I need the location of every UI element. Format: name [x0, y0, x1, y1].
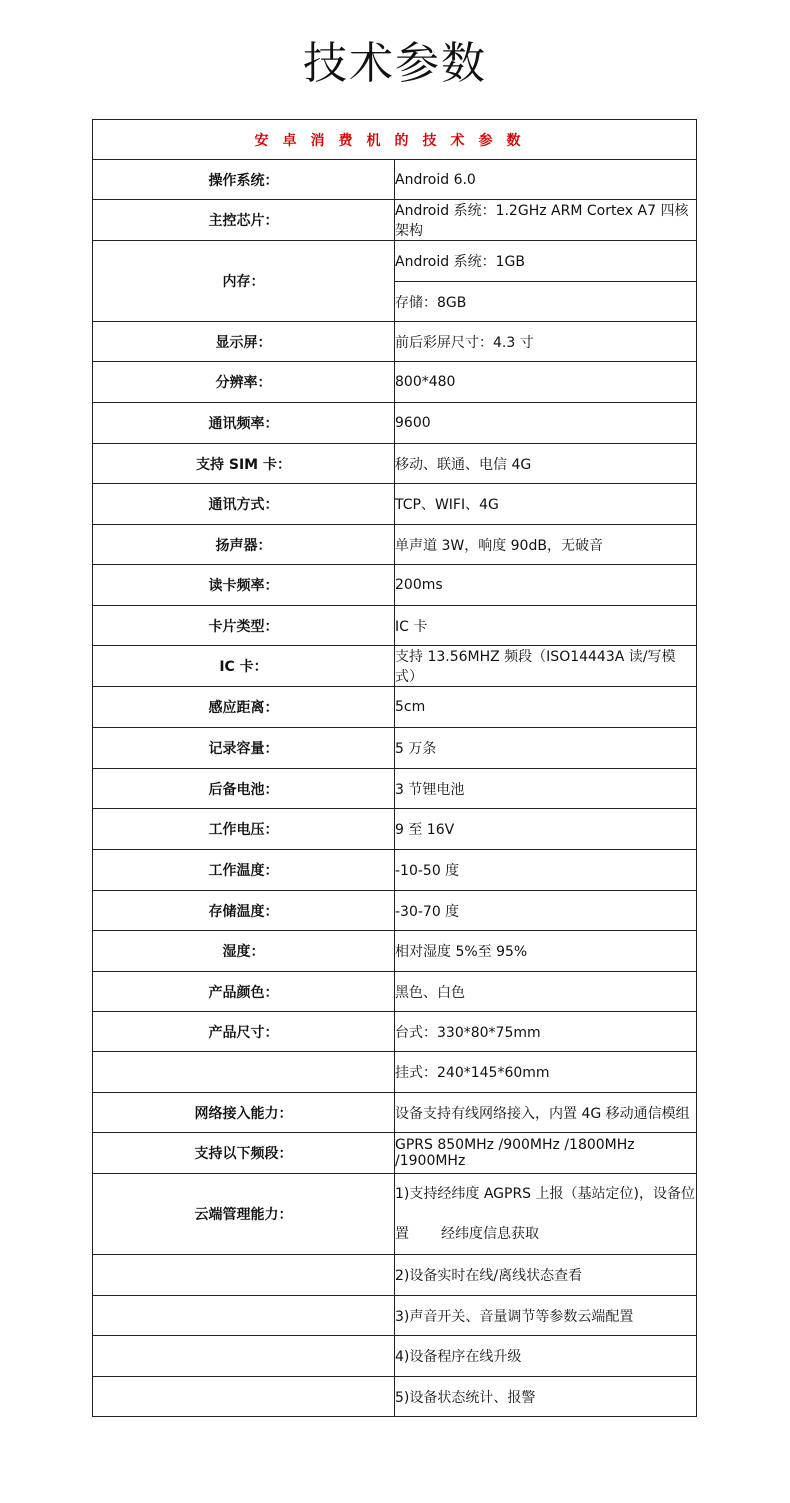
row-label: 显示屏： [93, 322, 395, 362]
row-value: 支持 13.56MHZ 频段（ISO14443A 读/写模式） [395, 646, 697, 687]
row-value: 5 万条 [395, 728, 697, 769]
row-value: 2)设备实时在线/离线状态查看 [395, 1255, 697, 1296]
row-label: 支持以下频段： [93, 1133, 395, 1174]
row-value: 前后彩屏尺寸：4.3 寸 [395, 322, 697, 362]
table-row [93, 1174, 697, 1255]
row-value: 5cm [395, 687, 697, 728]
table-row [93, 1093, 697, 1133]
row-value: Android 系统：1.2GHz ARM Cortex A7 四核架构 [395, 200, 697, 241]
row-value: -10-50 度 [395, 850, 697, 891]
row-label [93, 1255, 395, 1296]
row-label: IC 卡： [93, 646, 395, 687]
row-label: 记录容量： [93, 728, 395, 769]
table-row [93, 484, 697, 525]
table-row [93, 362, 697, 403]
row-label [93, 1377, 395, 1417]
row-label [93, 1052, 395, 1093]
row-value: IC 卡 [395, 606, 697, 646]
row-label: 产品尺寸： [93, 1012, 395, 1052]
row-label: 分辨率： [93, 362, 395, 403]
page-title: 技术参数 [303, 38, 487, 89]
row-value: 800*480 [395, 362, 697, 403]
table-row [93, 891, 697, 931]
row-value: 3)声音开关、音量调节等参数云端配置 [395, 1296, 697, 1336]
row-value: 5)设备状态统计、报警 [395, 1377, 697, 1417]
table-row [93, 769, 697, 809]
table-row [93, 606, 697, 646]
row-value: 相对湿度 5%至 95% [395, 931, 697, 972]
row-label: 工作温度： [93, 850, 395, 891]
table-row [93, 1336, 697, 1377]
row-value: 移动、联通、电信 4G [395, 444, 697, 484]
row-value: 4)设备程序在线升级 [395, 1336, 697, 1377]
table-row [93, 931, 697, 972]
table-row [93, 850, 697, 891]
table-row [93, 1133, 697, 1174]
row-value: 台式：330*80*75mm [395, 1012, 697, 1052]
row-label: 湿度： [93, 931, 395, 972]
table-row [93, 403, 697, 444]
row-label: 工作电压： [93, 809, 395, 850]
table-row [93, 565, 697, 606]
row-value: TCP、WIFI、4G [395, 484, 697, 525]
row-label: 后备电池： [93, 769, 395, 809]
row-label [93, 1336, 395, 1377]
table-row [93, 200, 697, 241]
row-label: 网络接入能力： [93, 1093, 395, 1133]
table-row [93, 646, 697, 687]
row-label: 主控芯片： [93, 200, 395, 241]
row-value-part: 经纬度信息获取 [441, 1226, 539, 1242]
row-value: GPRS 850MHz /900MHz /1800MHz /1900MHz [395, 1133, 697, 1174]
row-value: 单声道 3W，响度 90dB，无破音 [395, 525, 697, 565]
row-value: 3 节锂电池 [395, 769, 697, 809]
table-caption: 安卓消费机的技术参数 [93, 120, 697, 160]
row-value [395, 1174, 697, 1255]
row-label [93, 1296, 395, 1336]
table-row [93, 1377, 697, 1417]
row-label: 感应距离： [93, 687, 395, 728]
row-label: 存储温度： [93, 891, 395, 931]
table-row [93, 525, 697, 565]
row-value: 存储：8GB [395, 282, 697, 322]
row-label: 操作系统： [93, 160, 395, 200]
table-row [93, 1012, 697, 1052]
table-row [93, 444, 697, 484]
table-row [93, 1052, 697, 1093]
row-label: 卡片类型： [93, 606, 395, 646]
table-row [93, 972, 697, 1012]
row-value: 挂式：240*145*60mm [395, 1052, 697, 1093]
row-value-part: 1)支持经纬度 AGPRS 上报（基站定位)，设备位置 [395, 1186, 695, 1242]
table-row [93, 1255, 697, 1296]
row-label: 支持 SIM 卡： [93, 444, 395, 484]
row-label: 云端管理能力： [93, 1174, 395, 1255]
row-label: 产品颜色： [93, 972, 395, 1012]
table-row [93, 809, 697, 850]
spec-table [92, 119, 697, 1417]
table-row [93, 160, 697, 200]
row-value: 9600 [395, 403, 697, 444]
row-value: Android 系统：1GB [395, 241, 697, 282]
row-value: 9 至 16V [395, 809, 697, 850]
row-label: 通讯方式： [93, 484, 395, 525]
table-row [93, 728, 697, 769]
row-label: 扬声器： [93, 525, 395, 565]
table-row [93, 322, 697, 362]
table-row [93, 1296, 697, 1336]
row-label: 内存： [93, 241, 395, 322]
row-value: Android 6.0 [395, 160, 697, 200]
row-label: 读卡频率： [93, 565, 395, 606]
row-value: 黑色、白色 [395, 972, 697, 1012]
row-value: 设备支持有线网络接入，内置 4G 移动通信模组 [395, 1093, 697, 1133]
table-row [93, 241, 697, 282]
row-label: 通讯频率： [93, 403, 395, 444]
table-caption-row [93, 120, 697, 160]
row-value: -30-70 度 [395, 891, 697, 931]
row-value: 200ms [395, 565, 697, 606]
table-row [93, 687, 697, 728]
